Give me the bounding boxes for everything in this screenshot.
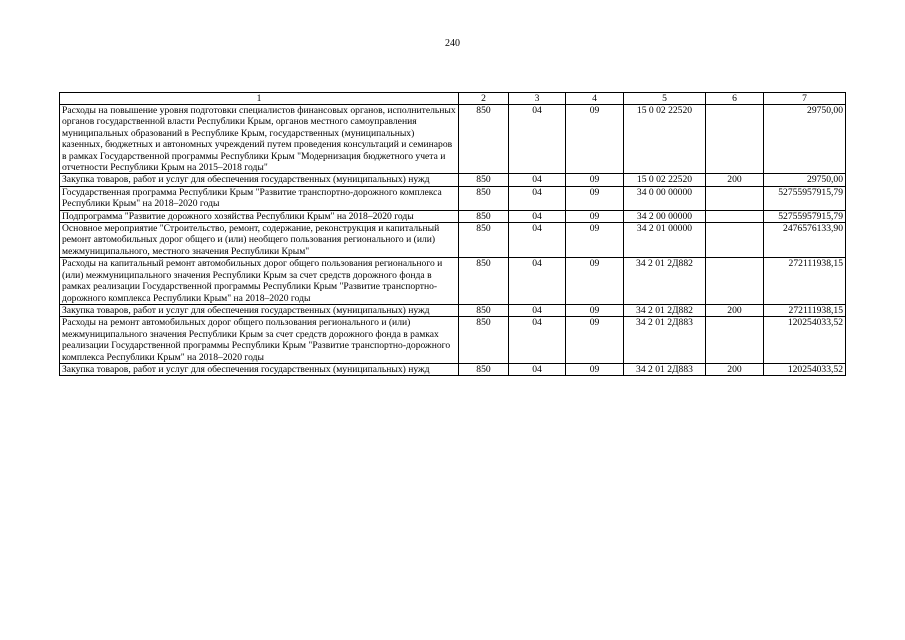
header-row [60, 93, 846, 105]
row-expense-type [706, 317, 764, 364]
row-expense-type [706, 258, 764, 305]
row-amount: 29750,00 [764, 105, 846, 174]
header-cell-7: 7 [764, 93, 846, 105]
table-row [60, 223, 846, 258]
row-target-article: 34 2 01 2Д883 [624, 317, 706, 364]
row-amount: 52755957915,79 [764, 210, 846, 222]
row-ministry-code: 850 [459, 105, 509, 174]
row-section-code: 04 [509, 223, 566, 258]
row-subsection-code: 09 [566, 223, 624, 258]
row-expense-type: 200 [706, 174, 764, 186]
row-amount: 272111938,15 [764, 304, 846, 316]
header-cell-1: 1 [60, 93, 459, 105]
row-ministry-code: 850 [459, 174, 509, 186]
row-subsection-code: 09 [566, 174, 624, 186]
row-subsection-code: 09 [566, 105, 624, 174]
row-ministry-code: 850 [459, 304, 509, 316]
row-subsection-code: 09 [566, 186, 624, 210]
row-amount: 120254033,52 [764, 317, 846, 364]
row-section-code: 04 [509, 105, 566, 174]
table-row [60, 258, 846, 305]
header-cell-5: 5 [624, 93, 706, 105]
row-name: Основное мероприятие "Строительство, ремонт, содержание, реконструкция и капитальный ремонт автомобильных дорог общего и (или) необщего пользования регионального и (или) межмуниципального, местного значения Республики Крым" [60, 223, 459, 258]
row-section-code: 04 [509, 317, 566, 364]
row-expense-type: 200 [706, 363, 764, 375]
row-amount: 120254033,52 [764, 363, 846, 375]
row-section-code: 04 [509, 186, 566, 210]
table-row [60, 174, 846, 186]
row-expense-type: 200 [706, 304, 764, 316]
row-name: Расходы на ремонт автомобильных дорог общего пользования регионального и (или) межмуниципального значения Республики Крым за счет средств дорожного фонда в рамках реализации Государственной программы Республики Крым "Развитие транспортно-дорожного комплекса Республики Крым" на 2018–2020 годы [60, 317, 459, 364]
row-subsection-code: 09 [566, 210, 624, 222]
header-cell-2: 2 [459, 93, 509, 105]
row-ministry-code: 850 [459, 223, 509, 258]
table-row [60, 210, 846, 222]
row-subsection-code: 09 [566, 363, 624, 375]
row-amount: 52755957915,79 [764, 186, 846, 210]
row-name: Расходы на капитальный ремонт автомобильных дорог общего пользования регионального и (или) межмуниципального значения Республики Крым за счет средств дорожного фонда в рамках реализации Государственной программы Республики Крым "Развитие транспортно-дорожного комплекса Республики Крым" на 2018–2020 годы [60, 258, 459, 305]
row-target-article: 34 2 01 2Д883 [624, 363, 706, 375]
row-name: Закупка товаров, работ и услуг для обеспечения государственных (муниципальных) нужд [60, 363, 459, 375]
row-target-article: 34 2 01 2Д882 [624, 258, 706, 305]
row-name: Государственная программа Республики Крым "Развитие транспортно-дорожного комплекса Республики Крым" на 2018–2020 годы [60, 186, 459, 210]
row-section-code: 04 [509, 210, 566, 222]
table-row [60, 363, 846, 375]
row-target-article: 15 0 02 22520 [624, 174, 706, 186]
row-ministry-code: 850 [459, 186, 509, 210]
row-ministry-code: 850 [459, 363, 509, 375]
row-target-article: 34 2 01 2Д882 [624, 304, 706, 316]
row-amount: 272111938,15 [764, 258, 846, 305]
row-ministry-code: 850 [459, 317, 509, 364]
row-name: Расходы на повышение уровня подготовки специалистов финансовых органов, исполнительных органов государственной власти Республики Крым, органов местного самоуправления муниципальных образований в Республике Крым, государственных (муниципальных) казенных, бюджетных и автономных учреждений путем проведения консультаций и семинаров в рамках Государственной программы Республики Крым "Модернизация бюджетного учета и отчетности Республики Крым на 2015–2018 годы" [60, 105, 459, 174]
table-row [60, 105, 846, 174]
row-expense-type [706, 223, 764, 258]
row-amount: 29750,00 [764, 174, 846, 186]
row-section-code: 04 [509, 174, 566, 186]
row-target-article: 34 2 01 00000 [624, 223, 706, 258]
header-cell-3: 3 [509, 93, 566, 105]
header-cell-4: 4 [566, 93, 624, 105]
row-name: Закупка товаров, работ и услуг для обеспечения государственных (муниципальных) нужд [60, 174, 459, 186]
row-subsection-code: 09 [566, 317, 624, 364]
row-section-code: 04 [509, 304, 566, 316]
row-name: Закупка товаров, работ и услуг для обеспечения государственных (муниципальных) нужд [60, 304, 459, 316]
row-amount: 2476576133,90 [764, 223, 846, 258]
row-section-code: 04 [509, 363, 566, 375]
page-number: 240 [445, 38, 460, 49]
row-expense-type [706, 186, 764, 210]
header-cell-6: 6 [706, 93, 764, 105]
row-ministry-code: 850 [459, 258, 509, 305]
row-section-code: 04 [509, 258, 566, 305]
row-expense-type [706, 210, 764, 222]
table-row [60, 186, 846, 210]
row-expense-type [706, 105, 764, 174]
table-row [60, 317, 846, 364]
row-name: Подпрограмма "Развитие дорожного хозяйства Республики Крым" на 2018–2020 годы [60, 210, 459, 222]
budget-table [59, 92, 846, 376]
row-subsection-code: 09 [566, 258, 624, 305]
row-target-article: 15 0 02 22520 [624, 105, 706, 174]
row-target-article: 34 2 00 00000 [624, 210, 706, 222]
row-target-article: 34 0 00 00000 [624, 186, 706, 210]
row-ministry-code: 850 [459, 210, 509, 222]
table-row [60, 304, 846, 316]
row-subsection-code: 09 [566, 304, 624, 316]
